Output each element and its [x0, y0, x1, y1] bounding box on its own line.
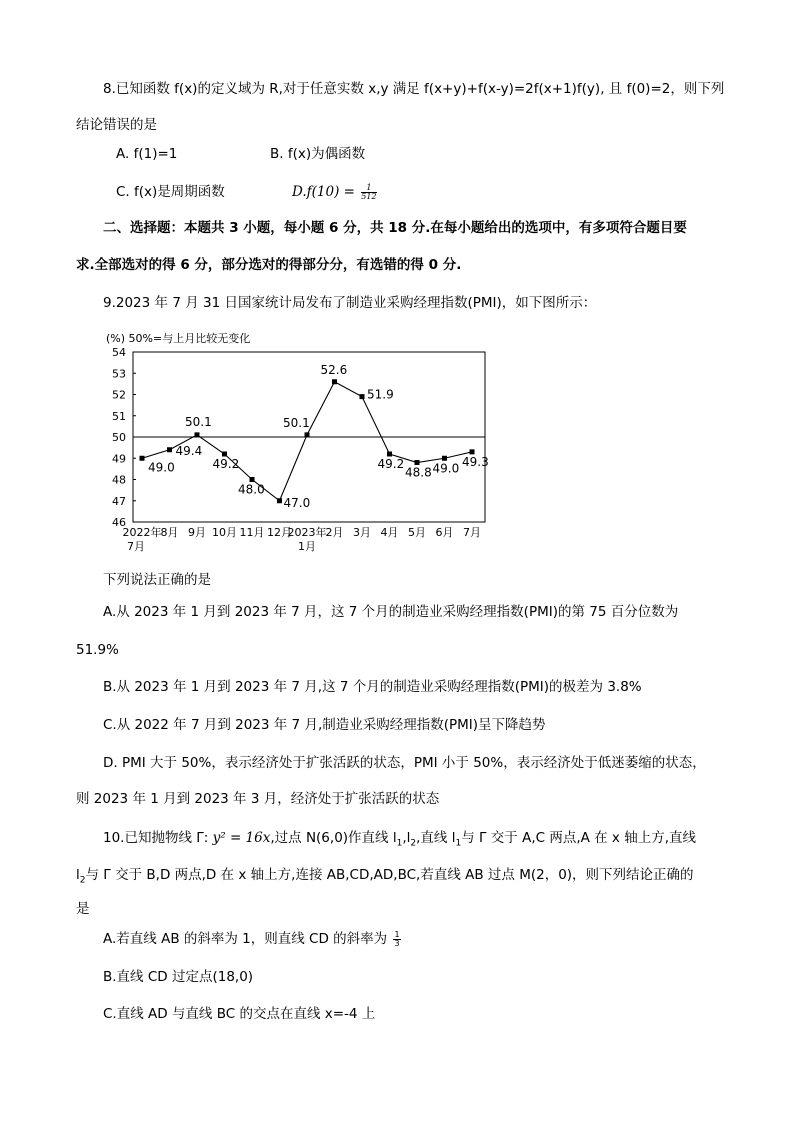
data-label: 48.0 [238, 482, 265, 497]
data-label: 52.6 [320, 362, 348, 377]
section2-line2: 求.全部选对的得 6 分，部分选对的得部分分，有选错的得 0 分. [76, 257, 462, 273]
data-label: 50.1 [283, 415, 310, 430]
x-tick-label: 7月 [463, 526, 481, 539]
x-tick-label: 3月 [353, 526, 371, 539]
q8-option-d [292, 183, 379, 201]
q10-l1-c: ,l [402, 830, 411, 846]
q8-stem-line1: 8.已知函数 f(x)的定义域为 R,对于任意实数 x,y 满足 f(x+y)+f(x-y)=2f(x+1)f(y), 且 f(0)=2，则下列 [103, 81, 725, 97]
data-point-marker [305, 432, 310, 437]
data-point-marker [360, 394, 365, 399]
data-label: 50.1 [185, 414, 212, 429]
data-label: 49.4 [175, 443, 203, 458]
q8-stem-line2: 结论错误的是 [76, 117, 157, 133]
q9-option-a-line2: 51.9% [76, 642, 119, 658]
q10-sub-1b: 1 [455, 838, 462, 849]
y-tick-label: 51 [112, 409, 126, 423]
x-tick-sublabel: 1月 [298, 540, 316, 553]
x-tick-label: 9月 [188, 526, 206, 539]
q10-l1-d: ,直线 l [416, 830, 456, 846]
x-tick-label: 2022年 [122, 526, 162, 539]
q8-option-d-prefix: D. [292, 184, 307, 200]
q9-option-c: C.从 2022 年 7 月到 2023 年 7 月,制造业采购经理指数(PMI)呈下降趋势 [103, 717, 546, 733]
data-point-marker [387, 452, 392, 457]
data-point-marker [222, 452, 227, 457]
chart-title: (%) 50%=与上月比较无变化 [106, 332, 251, 345]
q10-option-b: B.直线 CD 过定点(18,0) [103, 969, 254, 985]
q10-option-a-text: A.若直线 AB 的斜率为 1，则直线 CD 的斜率为 [103, 931, 388, 947]
data-point-marker [277, 498, 282, 503]
q9-prompt: 下列说法正确的是 [103, 572, 211, 588]
data-label: 48.8 [405, 465, 432, 480]
q8-option-d-fraction [361, 184, 376, 201]
x-tick-label: 2月 [325, 526, 344, 539]
data-point-marker [332, 379, 337, 384]
section2-line1: 二、选择题：本题共 3 小题，每小题 6 分，共 18 分.在每小题给出的选项中，有多项符合题目要 [103, 220, 687, 236]
q10-l1-e: 与 Γ 交于 A,C 两点,A 在 x 轴上方,直线 [461, 830, 697, 846]
q9-option-d-line2: 则 2023 年 1 月到 2023 年 3 月，经济处于扩张活跃的状态 [76, 791, 440, 807]
x-tick-label: 5月 [408, 526, 426, 539]
q10-a-denominator: 3 [394, 938, 400, 948]
q10-option-a-fraction [393, 931, 400, 948]
q9-option-b: B.从 2023 年 1 月到 2023 年 7 月,这 7 个月的制造业采购经理指数(PMI)的极差为 3.8% [103, 679, 642, 695]
x-tick-label: 6月 [435, 526, 454, 539]
data-point-marker [195, 432, 200, 437]
q8-option-b: B. f(x)为偶函数 [270, 146, 366, 162]
q8-d-denominator: 512 [361, 192, 377, 201]
q8-option-d-expr: f(10) = [306, 184, 355, 200]
y-tick-label: 47 [112, 494, 126, 508]
x-tick-label: 4月 [380, 526, 399, 539]
data-label: 49.2 [377, 457, 405, 471]
data-label: 49.0 [148, 460, 175, 475]
x-tick-label: 2023年 [287, 526, 327, 539]
data-label: 47.0 [283, 495, 311, 510]
q8-d-numerator: 1 [361, 184, 376, 193]
x-tick-sublabel: 7月 [127, 540, 145, 553]
y-tick-label: 46 [112, 516, 126, 529]
y-tick-label: 53 [112, 367, 126, 381]
q10-l2-a: l [76, 867, 80, 883]
y-tick-label: 50 [112, 431, 126, 444]
y-tick-label: 49 [112, 452, 126, 466]
pmi-line-chart [100, 326, 500, 558]
data-point-marker [415, 460, 420, 465]
x-tick-label: 8月 [160, 526, 179, 539]
data-point-marker [470, 449, 475, 454]
q8-option-c: C. f(x)是周期函数 [116, 184, 225, 200]
q10-sub-1a: 1 [396, 838, 403, 849]
data-point-marker [442, 456, 447, 461]
q10-option-a [103, 930, 403, 948]
q9-option-a-line1: A.从 2023 年 1 月到 2023 年 7 月，这 7 个月的制造业采购经理指数(PMI)的第 75 百分位数为 [103, 604, 679, 620]
q10-a-numerator: 1 [394, 929, 400, 939]
q10-option-c: C.直线 AD 与直线 BC 的交点在直线 x=-4 上 [103, 1006, 376, 1022]
data-label: 49.2 [212, 457, 240, 471]
q10-sub-2a: 2 [410, 838, 417, 849]
q8-option-a: A. f(1)=1 [116, 146, 178, 162]
x-tick-label: 11月 [239, 526, 265, 539]
q10-stem-line2 [76, 866, 694, 890]
y-tick-label: 48 [112, 473, 126, 487]
data-point-marker [250, 477, 255, 482]
x-tick-label: 10月 [212, 526, 237, 539]
data-label: 49.3 [462, 454, 489, 469]
y-tick-label: 52 [112, 388, 126, 402]
q10-l1-a: 10.已知抛物线 Γ: [103, 830, 213, 846]
data-point-marker [140, 456, 145, 461]
q9-stem: 9.2023 年 7 月 31 日国家统计局发布了制造业采购经理指数(PMI)，如下图所示： [103, 295, 597, 311]
q10-parabola-equation: y² = 16x [212, 830, 271, 846]
q10-l2-b: 与 Γ 交于 B,D 两点,D 在 x 轴上方,连接 AB,CD,AD,BC,若直线 AB 过点 M(2，0)，则下列结论正确的 [85, 867, 694, 883]
q10-l1-b: ,过点 N(6,0)作直线 l [270, 830, 397, 846]
q10-stem-line3: 是 [76, 901, 90, 917]
pmi-series-line [142, 382, 472, 501]
data-label: 49.0 [432, 461, 460, 476]
y-tick-label: 54 [112, 346, 126, 359]
data-label: 51.9 [367, 387, 394, 402]
q10-sub-2b: 2 [79, 875, 86, 886]
q9-option-d-line1: D. PMI 大于 50%，表示经济处于扩张活跃的状态，PMI 小于 50%，表示经济处于低迷萎缩的状态， [103, 755, 706, 771]
x-tick-label: 12月 [267, 526, 292, 539]
q10-stem-line1 [103, 829, 696, 853]
data-point-marker [167, 447, 172, 452]
